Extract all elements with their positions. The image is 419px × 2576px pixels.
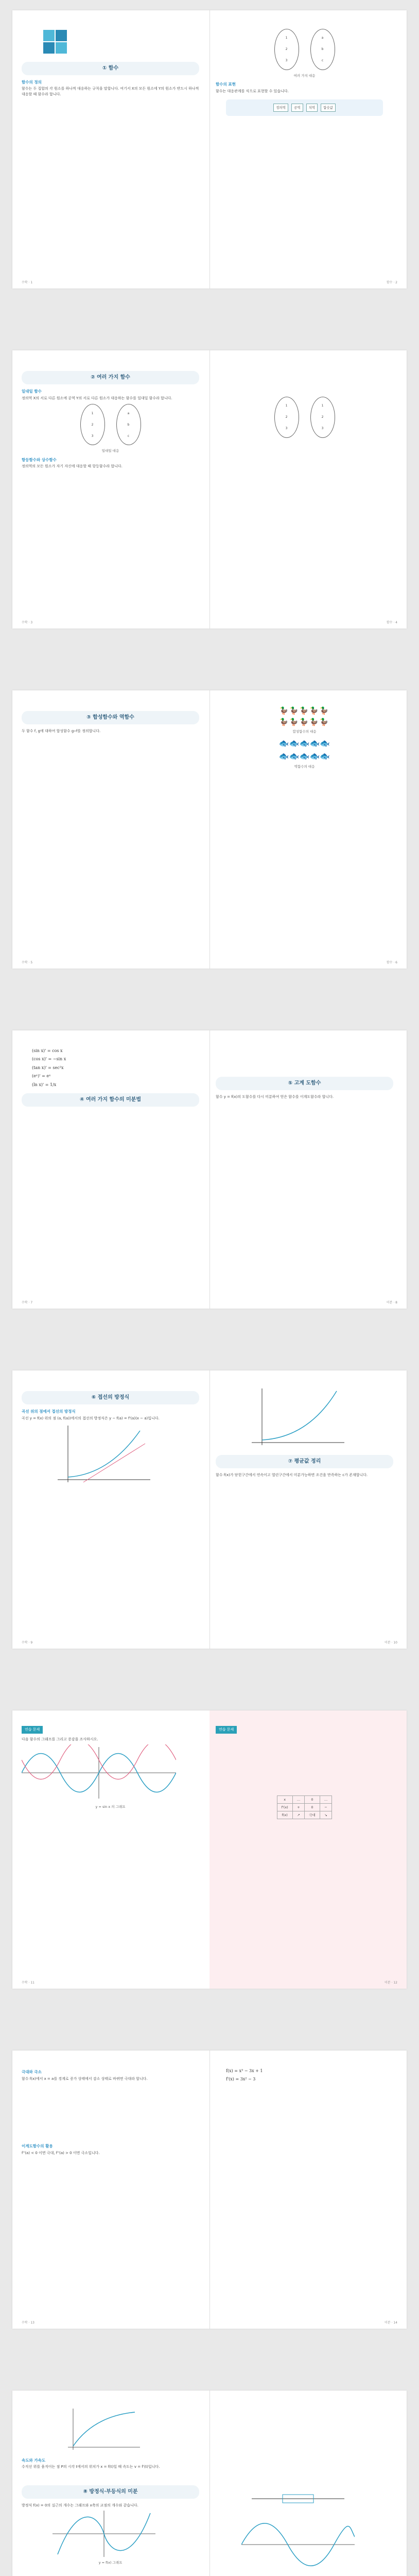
page-number: 수학 · 1 xyxy=(22,281,33,284)
page-number: 함수 · 4 xyxy=(386,621,397,624)
section-title: ④ 여러 가지 함수의 미분법 xyxy=(22,1093,199,1107)
ducks-illustration: 🦆🦆🦆🦆🦆 🦆🦆🦆🦆🦆 xyxy=(279,707,330,726)
paragraph: 함수 f(x)가 닫힌구간에서 연속이고 열린구간에서 미분가능하면 조건을 만족하는 c가 존재합니다. xyxy=(216,1472,368,1477)
right-column xyxy=(216,1386,393,1480)
subheading: 곡선 위의 점에서 접선의 방정식 xyxy=(22,1409,76,1414)
spread-5 xyxy=(12,1370,407,1649)
right-column xyxy=(216,26,393,121)
subheading: 극대와 극소 xyxy=(22,2070,42,2074)
sine-graph xyxy=(22,1744,176,1801)
subheading: 일대일 함수 xyxy=(22,389,42,394)
formula: f'(x) = 3x² − 3 xyxy=(226,2077,256,2082)
caption: 일대일 대응 xyxy=(101,449,119,453)
right-column xyxy=(216,1046,393,1102)
paragraph: 다음 함수의 그래프를 그리고 증감을 조사하시오. xyxy=(22,1737,98,1741)
cubic-graph xyxy=(53,2511,155,2557)
left-column xyxy=(22,1046,199,1111)
paragraph: 방정식 f(x) = 0의 실근의 개수는 그래프와 x축의 교점의 개수와 같습니다. xyxy=(22,2503,138,2508)
right-column xyxy=(216,1726,393,1822)
formula: f(x) = x³ − 3x + 1 xyxy=(226,2069,263,2073)
wave-graph xyxy=(241,2516,355,2573)
left-column xyxy=(22,26,199,99)
spread-1 xyxy=(12,10,407,289)
paragraph: 두 함수 f, g에 대하여 합성함수 g∘f를 정의합니다. xyxy=(22,729,101,733)
paragraph: 함수는 두 집합의 각 원소를 하나씩 대응하는 규칙을 말합니다. 여기서 X의 모든 원소에 Y의 원소가 반드시 하나씩 대응할 때 함수라 합니다. xyxy=(22,87,199,97)
subheading: 이계도함수의 활용 xyxy=(22,2144,53,2149)
formula: (ln x)' = 1/x xyxy=(32,1082,57,1087)
section-title: ⑥ 접선의 방정식 xyxy=(22,1391,199,1404)
paragraph: 정의역의 모든 원소가 자기 자신에 대응할 때 항등함수라 합니다. xyxy=(22,464,123,469)
fish-illustration: 🐟🐟🐟🐟🐟 🐟🐟🐟🐟🐟 xyxy=(278,738,330,761)
right-column xyxy=(216,366,393,441)
number-line xyxy=(247,2483,350,2514)
page-number: 미분 · 12 xyxy=(385,1981,397,1985)
right-column xyxy=(216,706,393,772)
paragraph: 함수 f(x)에서 x = a를 경계로 증가 상태에서 감소 상태로 바뀌면 극대라 합니다. xyxy=(22,2076,148,2081)
tree-label: 정의역 xyxy=(273,104,288,112)
spread-7 xyxy=(12,2050,407,2329)
page-number: 수학 · 11 xyxy=(22,1981,34,1985)
caption: 합성함수의 대응 xyxy=(292,730,317,734)
tree-diagram xyxy=(226,99,383,116)
page-number: 수학 · 13 xyxy=(22,2321,34,2325)
formula: (cos x)' = −sin x xyxy=(32,1057,66,1062)
velocity-graph xyxy=(63,2406,145,2452)
caption: 여러 가지 대응 xyxy=(293,74,316,78)
left-column xyxy=(22,706,199,736)
spread-2 xyxy=(12,350,407,629)
subheading: 함수의 표현 xyxy=(216,82,236,87)
right-column xyxy=(216,2066,393,2085)
left-column xyxy=(22,1386,199,1487)
variation-table: x … 0 … f'(x) + 0 − f(x) ↗ 극대 ↘ xyxy=(277,1795,333,1819)
subheading: 함수의 정의 xyxy=(22,79,42,84)
left-column xyxy=(22,2066,199,2158)
caption: y = f(x) 그래프 xyxy=(98,2561,123,2565)
section-title: ⑦ 평균값 정리 xyxy=(216,1455,393,1468)
subheading: 항등함수와 상수함수 xyxy=(22,457,57,462)
exercise-tag: 연습 문제 xyxy=(216,1726,237,1734)
formula: (tan x)' = sec²x xyxy=(32,1065,64,1070)
formula: (eˣ)' = eˣ xyxy=(32,1074,51,1079)
spread-4 xyxy=(12,1030,407,1309)
tree-label: 함숫값 xyxy=(321,104,336,112)
spread-6 xyxy=(12,1710,407,1989)
paragraph: 정의역 X의 서로 다른 원소에 공역 Y의 서로 다른 원소가 대응하는 함수를 일대일 함수라 합니다. xyxy=(22,396,172,400)
mapping-diagram: 1 2 3 a b c xyxy=(216,29,393,70)
paragraph: f''(a) < 0 이면 극대, f''(a) > 0 이면 극소입니다. xyxy=(22,2151,100,2156)
page-number: 함수 · 2 xyxy=(386,281,397,284)
mapping-diagram: 1 2 3 1 2 3 xyxy=(216,397,393,438)
left-column xyxy=(22,366,199,471)
caption: y = sin x 의 그래프 xyxy=(95,1804,126,1809)
paragraph: 함수는 대응관계를 식으로 표현할 수 있습니다. xyxy=(216,89,289,93)
mapping-diagram: 1 2 3 a b c xyxy=(22,404,199,445)
subheading: 속도와 가속도 xyxy=(22,2458,46,2463)
tree-label: 공역 xyxy=(291,104,303,112)
page-number: 수학 · 7 xyxy=(22,1301,33,1304)
left-column xyxy=(22,1726,199,1812)
page-number: 수학 · 3 xyxy=(22,621,33,624)
spread-8 xyxy=(12,2391,407,2576)
section-title: ③ 합성함수와 역함수 xyxy=(22,711,199,724)
left-column xyxy=(22,2406,199,2568)
page-number: 수학 · 5 xyxy=(22,961,33,964)
curve-graph xyxy=(247,1386,350,1448)
page-number: 함수 · 6 xyxy=(386,961,397,964)
page-number: 수학 · 9 xyxy=(22,1641,33,1645)
page-number: 미분 · 10 xyxy=(385,1641,397,1645)
tree-label: 치역 xyxy=(306,104,318,112)
paragraph: 함수 y = f(x)의 도함수를 다시 미분하여 얻은 함수를 이계도함수라 합니다. xyxy=(216,1095,334,1099)
formula: (sin x)' = cos x xyxy=(32,1048,63,1053)
section-title: ⑤ 고계 도함수 xyxy=(216,1077,393,1090)
paragraph: 수직선 위를 움직이는 점 P의 시각 t에서의 위치가 x = f(t)일 때 속도는 v = f'(t)입니다. xyxy=(22,2465,160,2469)
paragraph: 곡선 y = f(x) 위의 점 (a, f(a))에서의 접선의 방정식은 y − f(a) = f'(a)(x − a)입니다. xyxy=(22,1416,160,1420)
page-number: 미분 · 8 xyxy=(386,1301,397,1304)
spread-3 xyxy=(12,690,407,969)
right-column xyxy=(216,2406,393,2575)
section-title: ② 여러 가지 함수 xyxy=(22,371,199,384)
page-number: 미분 · 14 xyxy=(385,2321,397,2325)
section-title: ⑧ 방정식·부등식의 미분 xyxy=(22,2485,199,2499)
puzzle-icon xyxy=(42,29,199,57)
caption: 역함수의 대응 xyxy=(294,765,315,769)
exercise-tag: 연습 문제 xyxy=(22,1726,43,1734)
section-title: ① 함수 xyxy=(22,62,199,75)
tangent-graph xyxy=(53,1423,155,1485)
